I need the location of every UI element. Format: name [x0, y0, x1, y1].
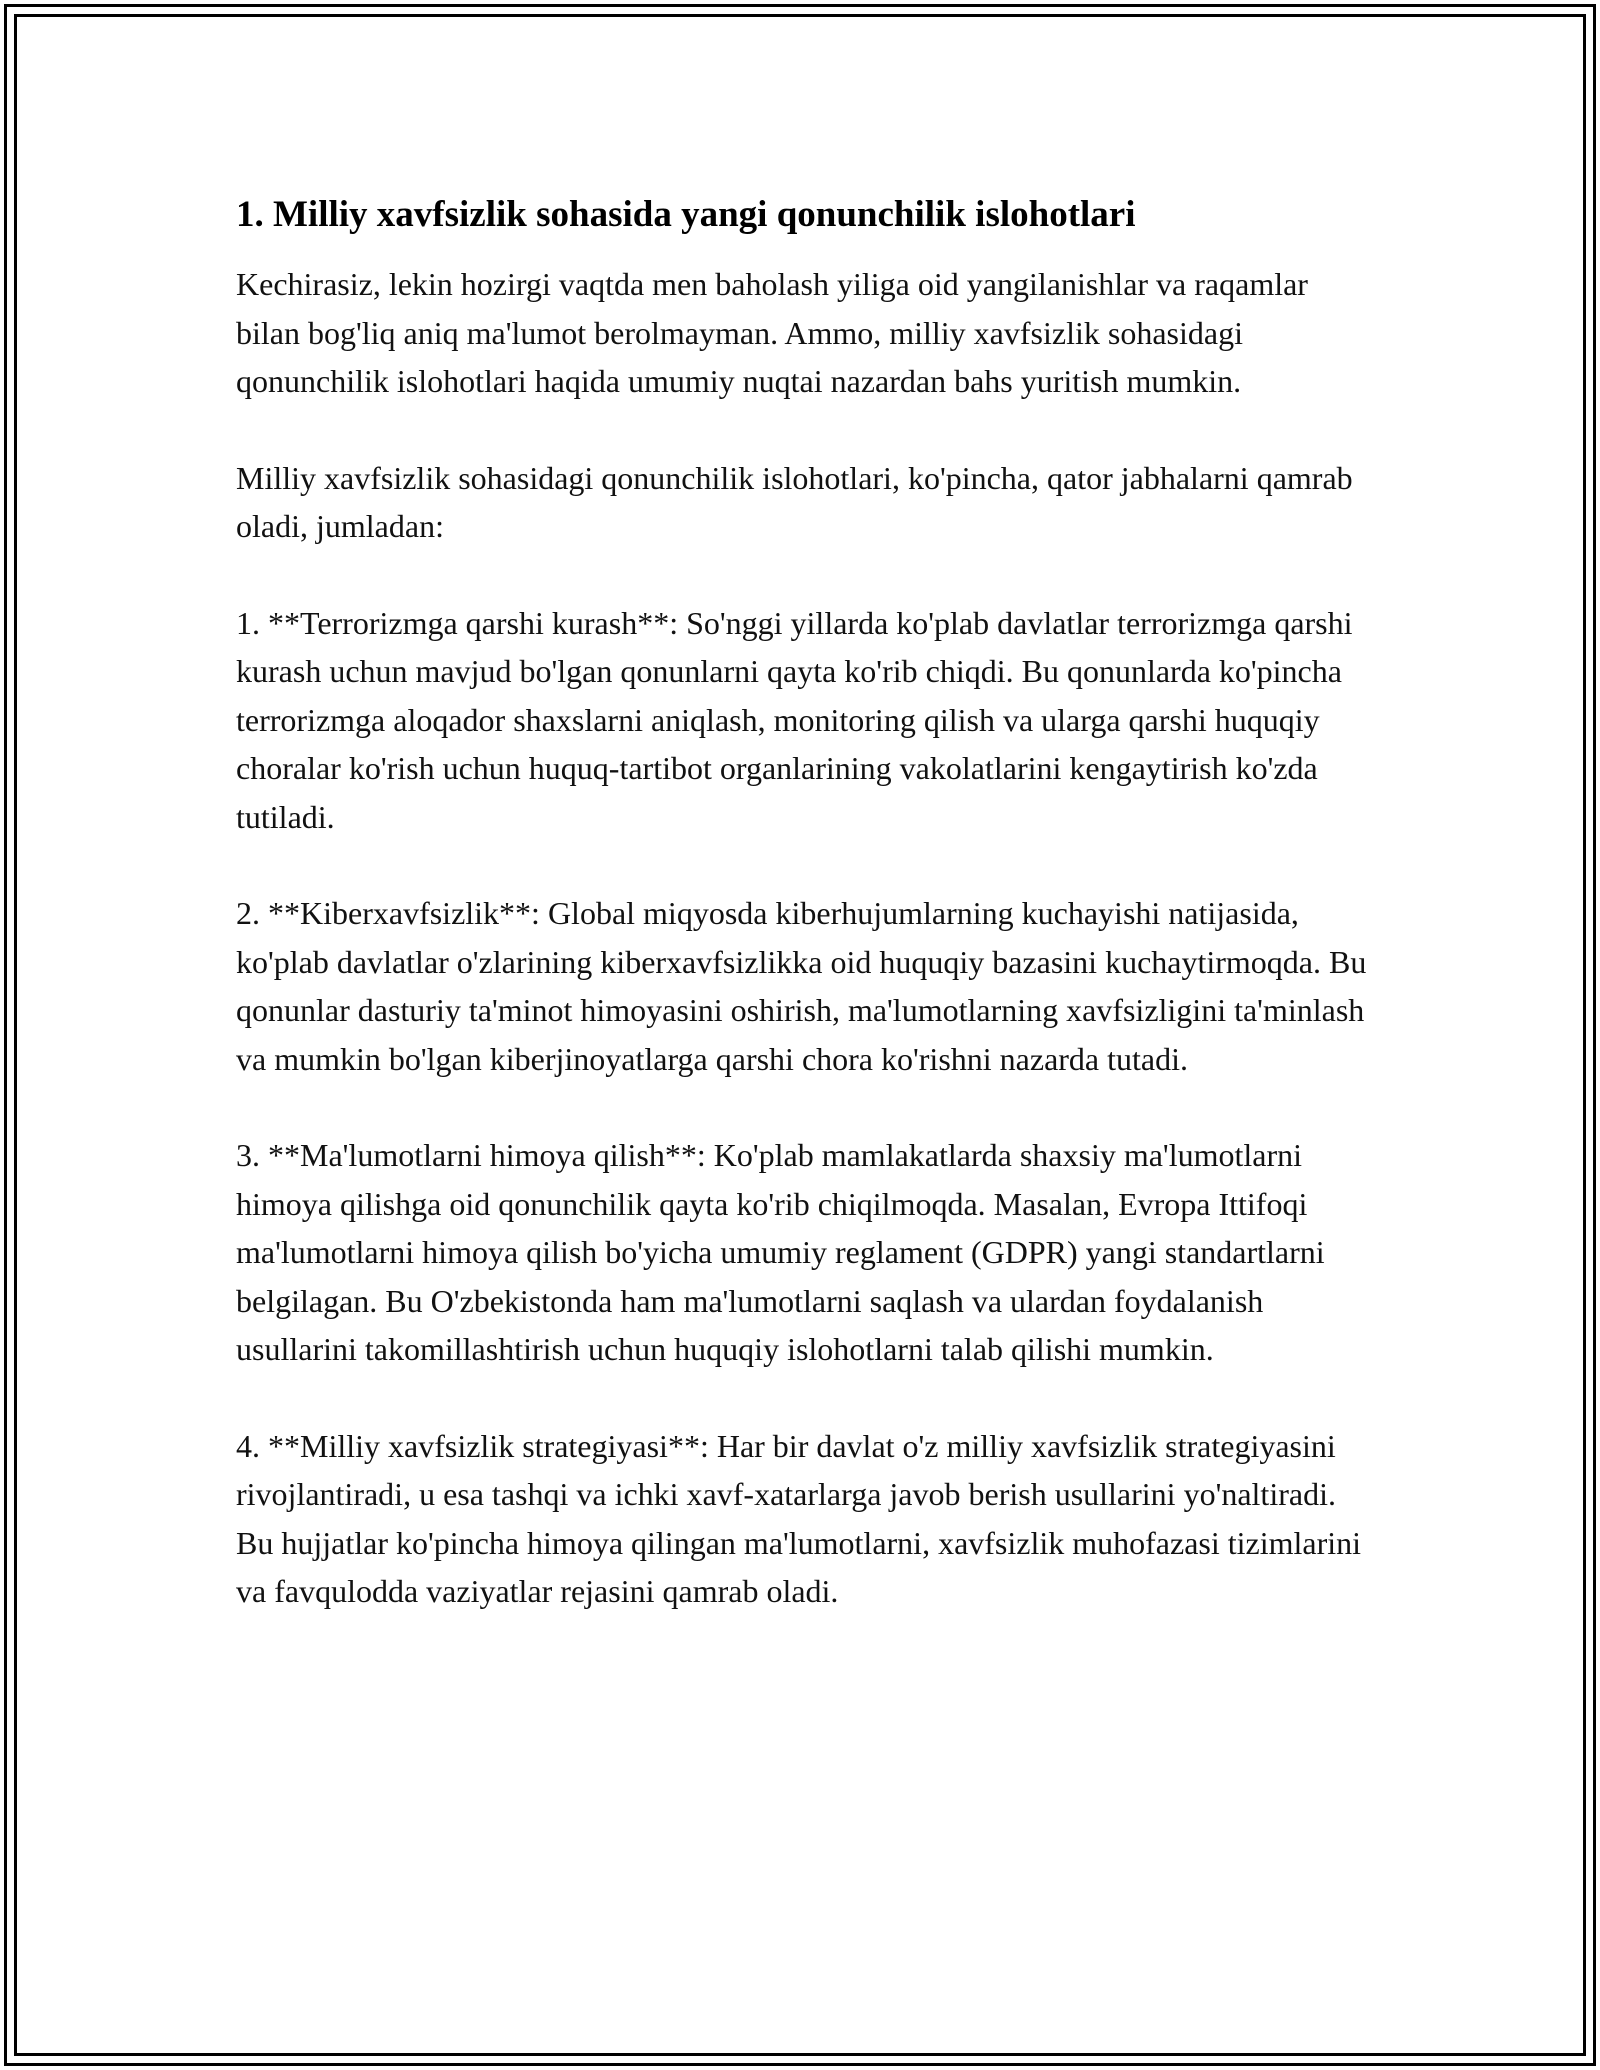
paragraph-item-security-strategy: 4. **Milliy xavfsizlik strategiyasi**: Har bir davlat o'z milliy xavfsizlik strategiyasini rivojlantiradi, u esa tashqi va ichki xavf-xatarlarga javob berish usullarini yo'naltiradi. Bu hujjatlar ko'pincha himoya qilingan ma'lumotlarni, xavfsizlik muhofazasi tizimlarini va favqulodda vaziyatlar rejasini qamrab oladi. [236, 1427, 1362, 1609]
document-body [236, 190, 1376, 1616]
paragraph-overview: Milliy xavfsizlik sohasidagi qonunchilik islohotlari, ko'pincha, qator jabhalarni qamrab oladi, jumladan: [236, 459, 1353, 544]
paragraph-item-cybersecurity: 2. **Kiberxavfsizlik**: Global miqyosda kiberhujumlarning kuchayishi natijasida, ko'plab davlatlar o'zlarining kiberxavfsizlikka oid huquqiy bazasini kuchaytirmoqda. Bu qonunlar dasturiy ta'minot himoyasini oshirish, ma'lumotlarning xavfsizligini ta'minlash va mumkin bo'lgan kiberjinoyatlarga qarshi chora ko'rishni nazarda tutadi. [236, 895, 1367, 1077]
document-title: 1. Milliy xavfsizlik sohasida yangi qonunchilik islohotlari [236, 194, 1136, 235]
paragraph-item-terrorism: 1. **Terrorizmga qarshi kurash**: So'nggi yillarda ko'plab davlatlar terrorizmga qarshi kurash uchun mavjud bo'lgan qonunlarni qayta ko'rib chiqdi. Bu qonunlarda ko'pincha terrorizmga aloqador shaxslarni aniqlash, monitoring qilish va ularga qarshi huquqiy choralar ko'rish uchun huquq-tartibot organlarining vakolatlarini kengaytirish ko'zda tutiladi. [236, 604, 1353, 835]
paragraph-item-data-protection: 3. **Ma'lumotlarni himoya qilish**: Ko'plab mamlakatlarda shaxsiy ma'lumotlarni himoya qilishga oid qonunchilik qayta ko'rib chiqilmoqda. Masalan, Evropa Ittifoqi ma'lumotlarni himoya qilish bo'yicha umumiy reglament (GDPR) yangi standartlarni belgilagan. Bu O'zbekistonda ham ma'lumotlarni saqlash va ulardan foydalanish usullarini takomillashtirish uchun huquqiy islohotlarni talab qilishi mumkin. [236, 1137, 1325, 1367]
paragraph-intro: Kechirasiz, lekin hozirgi vaqtda men baholash yiliga oid yangilanishlar va raqamlar bilan bog'liq aniq ma'lumot berolmayman. Ammo, milliy xavfsizlik sohasidagi qonunchilik islohotlari haqida umumiy nuqtai nazardan bahs yuritish mumkin. [236, 266, 1308, 399]
